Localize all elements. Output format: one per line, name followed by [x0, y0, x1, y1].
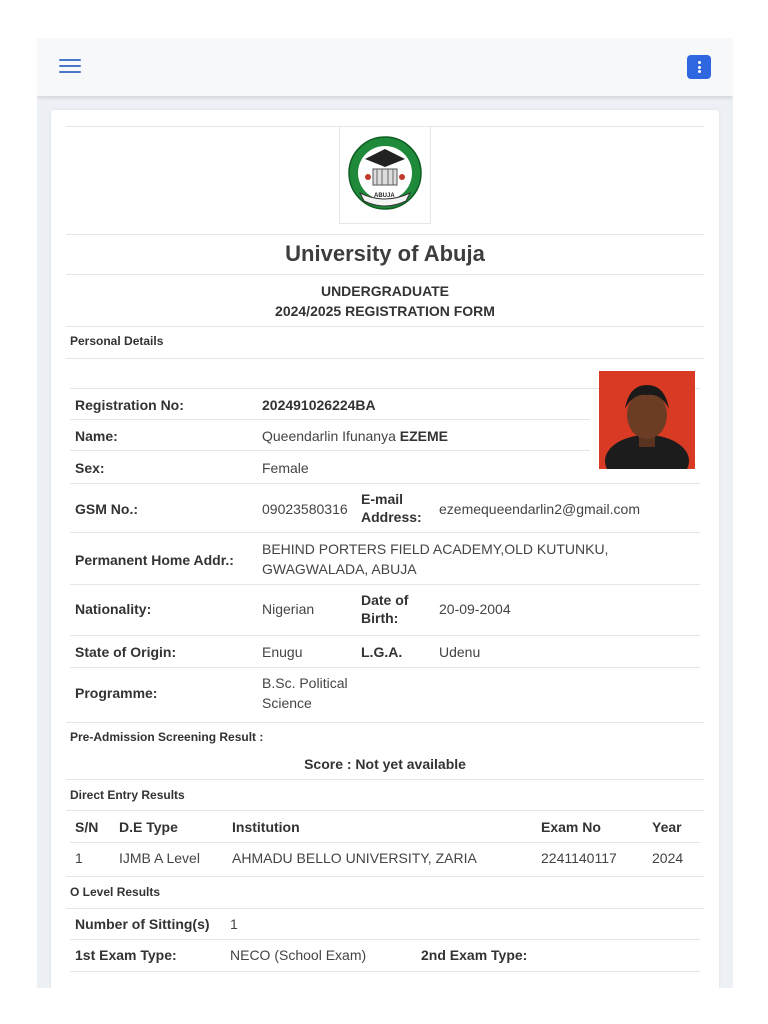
screening-score: Score : Not yet available [304, 756, 466, 772]
de-header-institution: Institution [232, 819, 300, 835]
email-label-line1: E-mail [361, 491, 404, 507]
de-row-year: 2024 [652, 850, 684, 866]
first-names: Queendarlin Ifunanya [262, 428, 396, 444]
email-value: ezemequeendarlin2@gmail.com [439, 501, 640, 517]
app-frame [37, 38, 733, 988]
sex-value: Female [262, 460, 309, 476]
lga-label: L.G.A. [361, 644, 403, 660]
reg-no-label: Registration No: [75, 397, 184, 413]
email-label-line2: Address: [361, 509, 422, 525]
sex-label: Sex: [75, 460, 105, 476]
university-crest-icon [346, 135, 424, 217]
nationality-label: Nationality: [75, 601, 152, 617]
top-navbar [37, 38, 733, 96]
registration-form-card [51, 110, 719, 988]
university-logo [339, 126, 431, 224]
gsm-label: GSM No.: [75, 501, 138, 517]
name-value [262, 427, 448, 445]
exam1-value: NECO (School Exam) [230, 947, 367, 963]
programme-line1: B.Sc. Political [262, 675, 348, 691]
level-heading: UNDERGRADUATE [320, 283, 450, 299]
de-row-sn: 1 [75, 850, 83, 866]
dob-value: 20-09-2004 [439, 601, 511, 617]
address-label: Permanent Home Addr.: [75, 552, 234, 568]
dob-label-line2: Birth: [361, 610, 399, 626]
sittings-label: Number of Sitting(s) [75, 916, 210, 932]
more-vertical-icon[interactable] [687, 55, 711, 79]
de-header-sn: S/N [75, 819, 99, 835]
exam2-label: 2nd Exam Type: [421, 947, 528, 963]
name-label: Name: [75, 428, 118, 444]
screening-heading: Pre-Admission Screening Result : [70, 730, 264, 744]
reg-no-value: 202491026224BA [262, 397, 376, 413]
gsm-value: 09023580316 [262, 501, 348, 517]
de-row-type: IJMB A Level [119, 850, 200, 866]
olevel-heading: O Level Results [70, 885, 161, 899]
de-header-type: D.E Type [119, 819, 178, 835]
logo-label: ABUJA [374, 193, 395, 199]
state-value: Enugu [262, 644, 303, 660]
passport-photo [599, 371, 695, 469]
university-name: University of Abuja [285, 241, 485, 266]
address-line2: GWAGWALADA, ABUJA [262, 561, 417, 577]
direct-entry-heading: Direct Entry Results [70, 788, 185, 802]
de-row-exam-no: 2241140117 [541, 850, 617, 866]
nationality-value: Nigerian [262, 601, 315, 617]
de-header-exam-no: Exam No [541, 819, 601, 835]
hamburger-icon[interactable] [59, 59, 83, 75]
programme-label: Programme: [75, 685, 158, 701]
dob-label-line1: Date of [361, 592, 409, 608]
de-header-year: Year [652, 819, 682, 835]
form-title: 2024/2025 REGISTRATION FORM [275, 303, 495, 319]
sittings-value: 1 [230, 916, 238, 932]
surname: EZEME [399, 428, 448, 444]
de-row-institution: AHMADU BELLO UNIVERSITY, ZARIA [232, 850, 477, 866]
address-line1: BEHIND PORTERS FIELD ACADEMY,OLD KUTUNKU, [262, 541, 609, 557]
lga-value: Udenu [439, 644, 481, 660]
programme-line2: Science [262, 695, 312, 711]
state-label: State of Origin: [75, 644, 177, 660]
personal-details-heading: Personal Details [70, 334, 164, 348]
exam1-label: 1st Exam Type: [75, 947, 177, 963]
